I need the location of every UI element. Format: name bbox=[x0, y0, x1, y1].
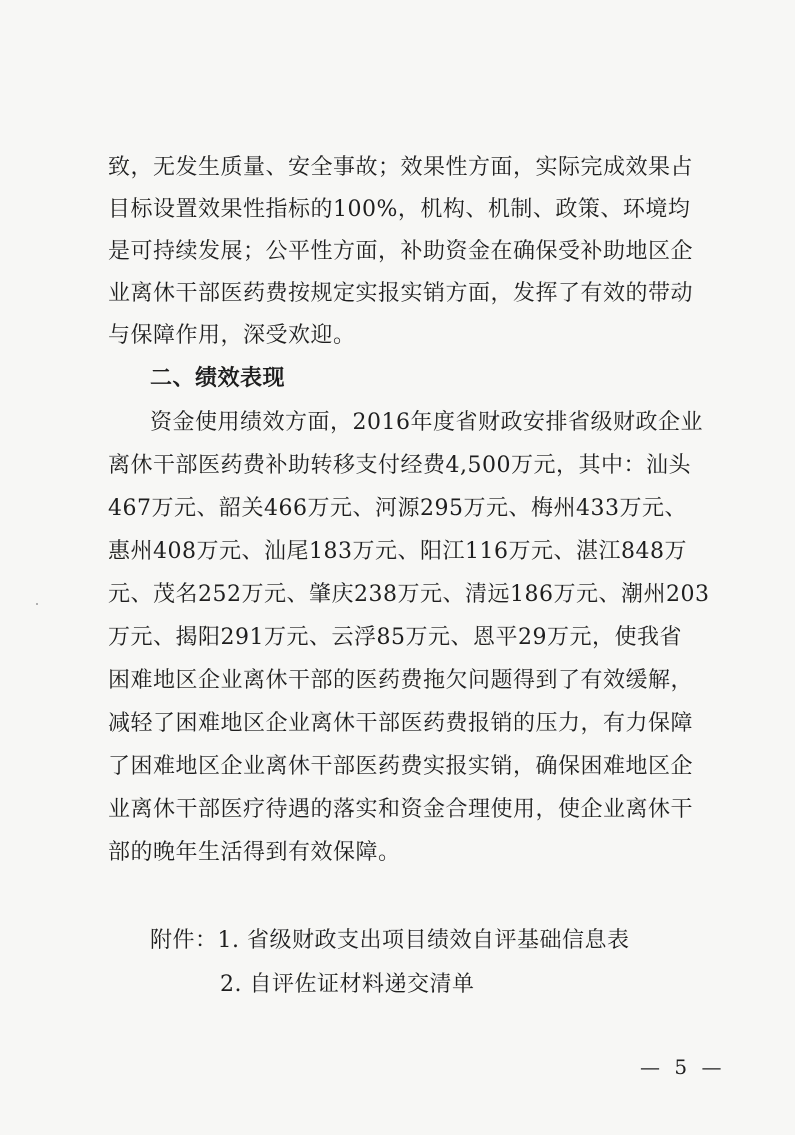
text-line: 目标设置效果性指标的100%，机构、机制、政策、环境均 bbox=[108, 197, 691, 222]
page-number: — 5 — bbox=[640, 1055, 726, 1079]
text-line: 离休干部医药费补助转移支付经费4,500万元，其中：汕头 bbox=[108, 453, 691, 478]
text-line: 467万元、韶关466万元、河源295万元、梅州433万元、 bbox=[108, 496, 687, 521]
attachment-item-1: 附件：1. 省级财政支出项目绩效自评基础信息表 bbox=[150, 928, 630, 953]
text-line: 业离休干部医疗待遇的落实和资金合理使用，使企业离休干 bbox=[108, 797, 694, 822]
attachment-item-2: 2. 自评佐证材料递交清单 bbox=[220, 972, 475, 997]
text-line: 资金使用绩效方面，2016年度省财政安排省级财政企业 bbox=[150, 410, 703, 435]
text-line: 与保障作用，深受欢迎。 bbox=[108, 323, 356, 348]
text-line: 困难地区企业离休干部的医药费拖欠问题得到了有效缓解， bbox=[108, 668, 694, 693]
text-line: 万元、揭阳291万元、云浮85万元、恩平29万元，使我省 bbox=[108, 625, 682, 650]
text-line: 惠州408万元、汕尾183万元、阳江116万元、湛江848万 bbox=[108, 539, 687, 564]
text-line: 减轻了困难地区企业离休干部医药费报销的压力，有力保障 bbox=[108, 711, 694, 736]
text-line: 业离休干部医药费按规定实报实销方面，发挥了有效的带动 bbox=[108, 281, 694, 306]
text-line: 元、茂名252万元、肇庆238万元、清远186万元、潮州203 bbox=[108, 582, 710, 607]
heading-text: 二、绩效表现 bbox=[150, 366, 286, 391]
text-line: 了困难地区企业离休干部医药费实报实销，确保困难地区企 bbox=[108, 754, 694, 779]
scan-speck bbox=[36, 603, 38, 605]
text-line: 是可持续发展；公平性方面，补助资金在确保受补助地区企 bbox=[108, 239, 694, 264]
text-line: 部的晚年生活得到有效保障。 bbox=[108, 840, 401, 865]
text-line: 致，无发生质量、安全事故；效果性方面，实际完成效果占 bbox=[108, 155, 694, 180]
